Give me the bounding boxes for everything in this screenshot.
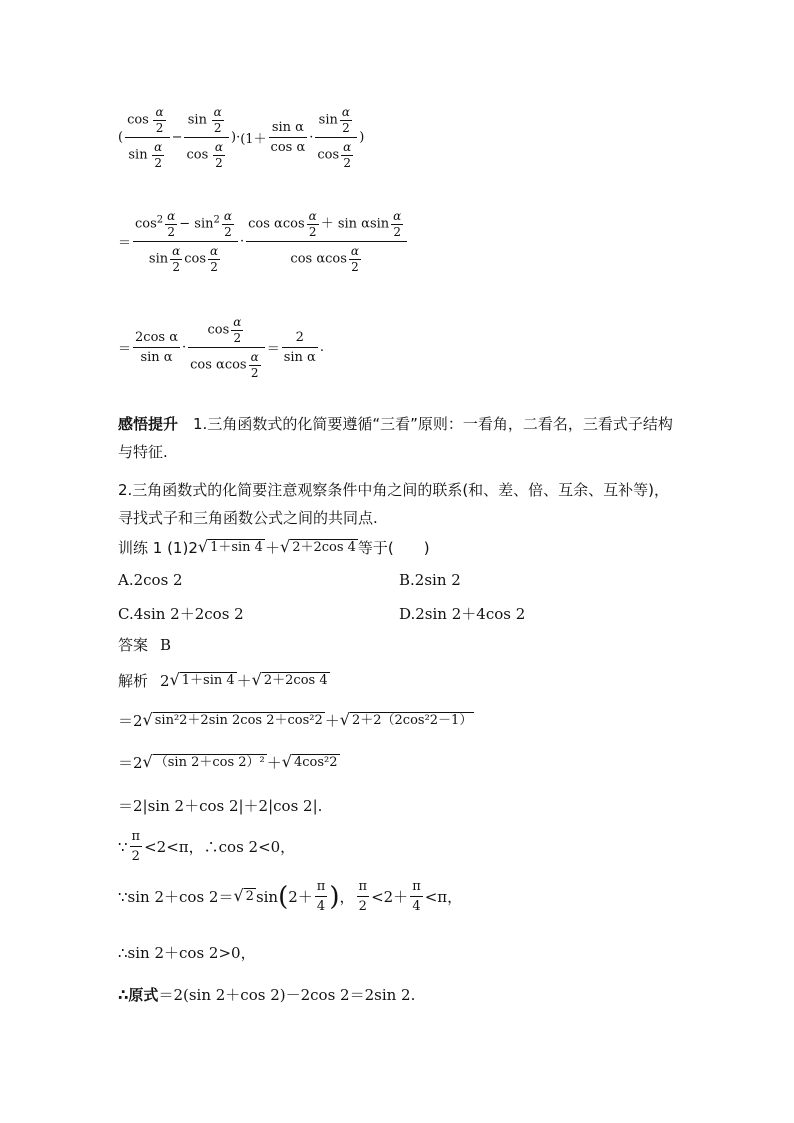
option-d: D.2sin 2＋4cos 2 (399, 605, 526, 623)
math-step-2: ＝ $\cos^2$ $\frac{\alpha}{2}$ − $\sin^2$ $\frac{\alpha}{2}$ sin $\frac{\alpha}{2}$ cos $\frac{\alpha}{2}$ · cos αcos $\frac{\alpha}{2}$ ＋ sin αsin $\frac{\alpha}{2}$ cos αcos $\frac{\alpha}{2}$ (118, 210, 409, 273)
insight-text-1: 1.三角函数式的化简要遵循“三看”原则：一看角，二看名，三看式子结构与特征. (118, 415, 673, 461)
solution-line-4: ＝2|sin 2＋cos 2|＋2|cos 2|. (118, 797, 323, 815)
paren: ( (118, 130, 124, 146)
insight-paragraph-1 (118, 410, 678, 466)
math-step-1: ( cos $\frac{\alpha}{2}$ sin $\frac{\alpha}{2}$ − sin $\frac{\alpha}{2}$ cos $\frac{\alpha}{2}$ ) · (1＋ $\frac{\text{sin α}}{\text{cos α}}$ · sin $\frac{\alpha}{2}$ cos $\frac{\alpha}{2}$ ) (118, 105, 365, 170)
insight-paragraph-2: 2.三角函数式的化简要注意观察条件中角之间的联系(和、差、倍、互余、互补等)，寻找式子和三角函数公式之间的共同点. (118, 481, 670, 527)
exercise-label: 训练 1 (1)2 (118, 539, 198, 557)
fraction-cos-half-sum: cos αcos $\frac{\alpha}{2}$ ＋ sin αsin $\frac{\alpha}{2}$ cos αcos $\frac{\alpha}{2}$ (246, 210, 407, 273)
solution-line-8: ∴原式 ＝2(sin 2＋cos 2)－2cos 2＝2sin 2. (118, 986, 416, 1004)
option-c: C.4sin 2＋2cos 2 (118, 605, 244, 623)
fraction-2-over-sin: $\frac{2}{\text{sin α}}$ (283, 330, 316, 366)
sqrt-2: √ 2＋2cos 4 (279, 537, 356, 557)
answer-value: B (160, 635, 172, 654)
solution-line-2: ＝2 √ sin²2＋2sin 2cos 2＋cos²2 ＋ √ 2＋2（2cos²2－1） (118, 710, 473, 730)
solution-line-3: ＝2 √ （sin 2＋cos 2）² ＋ √ 4cos²2 (118, 752, 338, 772)
fraction-cos-half-over: cos $\frac{\alpha}{2}$ cos αcos $\frac{\alpha}{2}$ (188, 316, 265, 379)
exercise-question: 训练 1 (1)2 √ 1＋sin 4 ＋ √ 2＋2cos 4 等于( ) (118, 537, 430, 557)
option-b: B.2sin 2 (399, 571, 461, 589)
fraction-cot-half (125, 106, 170, 169)
option-a: A.2cos 2 (118, 571, 183, 589)
solution-line-6: ∵sin 2＋cos 2＝ √ 2 sin ( 2＋ $\frac{\pi}{4}$ ) ， $\frac{\pi}{2}$ <2＋ $\frac{\pi}{4}$ <π， (118, 879, 463, 914)
solution-line-1: 解析 2 √ 1＋sin 4 ＋ √ 2＋2cos 4 (118, 670, 328, 690)
fraction-tan-half-2: sin $\frac{\alpha}{2}$ cos $\frac{\alpha}{2}$ (315, 106, 357, 169)
sqrt-1: √ 1＋sin 4 (197, 537, 263, 557)
fraction-2cos-over-sin: $\frac{\text{2cos α}}{\text{sin α}}$ (135, 330, 178, 366)
solution-line-5: ∵ $\frac{\pi}{2}$ <2<π，∴cos 2<0， (118, 829, 296, 864)
fraction-cos-alpha-over-sincos: $\cos^2$ $\frac{\alpha}{2}$ − $\sin^2$ $\frac{\alpha}{2}$ sin $\frac{\alpha}{2}$ cos $\frac{\alpha}{2}$ (133, 210, 238, 273)
answer-label: 答案 (118, 636, 149, 654)
solution-label: 解析 (118, 672, 149, 690)
fraction-tan-alpha: $\frac{\text{sin α}}{\text{cos α}}$ (270, 120, 306, 156)
solution-line-7: ∴sin 2＋cos 2>0， (118, 944, 256, 962)
insight-heading: 感悟提升 (118, 415, 179, 433)
math-step-3: ＝ $\frac{\text{2cos α}}{\text{sin α}}$ · cos $\frac{\alpha}{2}$ cos αcos $\frac{\alpha}{2}$ ＝ $\frac{2}{\text{sin α}}$ . (118, 315, 324, 380)
fraction-den: sin $\frac{\alpha}{2}$ (128, 140, 163, 170)
answer-line (118, 634, 171, 655)
fraction-tan-half: sin $\frac{\alpha}{2}$ cos $\frac{\alpha}{2}$ (184, 106, 229, 169)
fraction-num: cos $\frac{\alpha}{2}$ (127, 105, 164, 135)
